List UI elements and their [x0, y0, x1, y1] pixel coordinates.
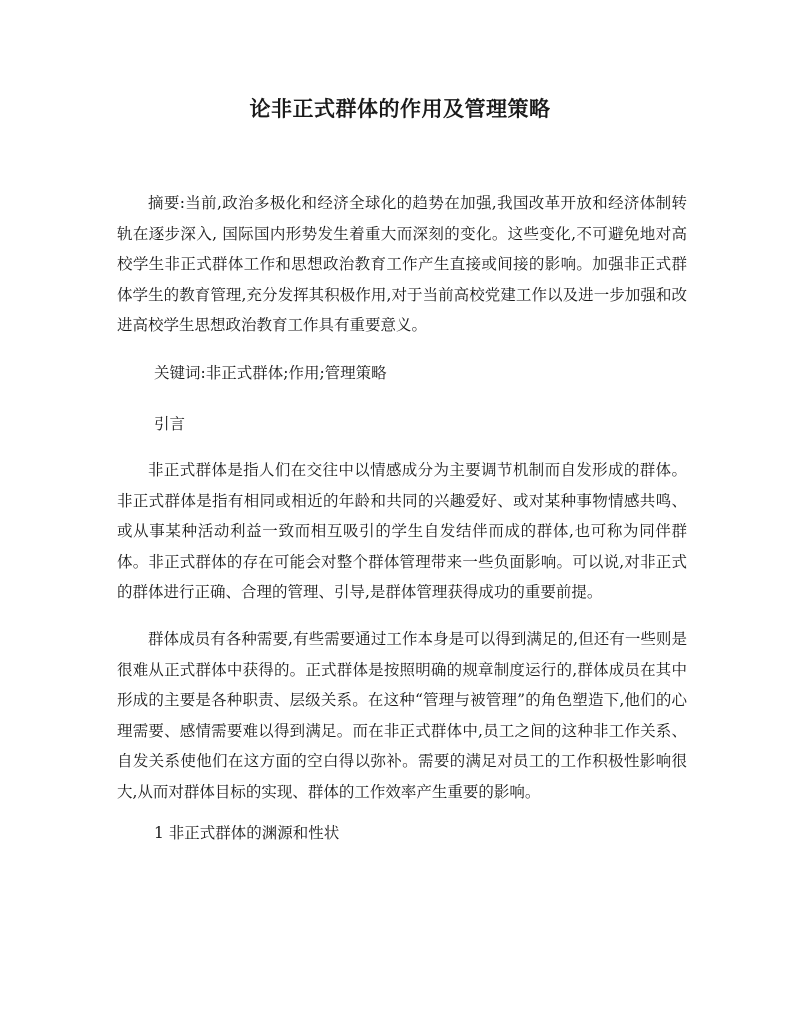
body-paragraph-2: 群体成员有各种需要,有些需要通过工作本身是可以得到满足的,但还有一些则是很难从正式群体中获得的。正式群体是按照明确的规章制度运行的,群体成员在其中形成的主要是各种职责、层级关系。在这种“管理与被管理”的角色塑造下,他们的心理需要、感情需要难以得到满足。而在非正式群体中,员工之间的这种非工作关系、自发关系使他们在这方面的空白得以弥补。需要的满足对员工的工作积极性影响很大,从而对群体目标的实现、群体的工作效率产生重要的影响。 — [117, 630, 687, 801]
abstract-paragraph: 摘要:当前,政治多极化和经济全球化的趋势在加强,我国改革开放和经济体制转轨在逐步深入, 国际国内形势发生着重大而深刻的变化。这些变化,不可避免地对高校学生非正式群体工作和思想政治教育工作产生直接或间接的影响。加强非正式群体学生的教育管理,充分发挥其积极作用,对于当前高校党建工作以及进一步加强和改进高校学生思想政治教育工作具有重要意义。 — [117, 194, 687, 334]
intro-heading: 引言 — [154, 415, 186, 433]
keywords-line: 关键词:非正式群体;作用;管理策略 — [154, 364, 387, 382]
document-title: 论非正式群体的作用及管理策略 — [249, 96, 551, 121]
body-paragraph-1: 非正式群体是指人们在交往中以情感成分为主要调节机制而自发形成的群体。非正式群体是指有相同或相近的年龄和共同的兴趣爱好、或对某种事物情感共鸣、或从事某种活动利益一致而相互吸引的学生自发结伴而成的群体,也可称为同伴群体。非正式群体的存在可能会对整个群体管理带来一些负面影响。可以说,对非正式的群体进行正确、合理的管理、引导,是群体管理获得成功的重要前提。 — [117, 461, 687, 601]
section-1-heading: 1 非正式群体的渊源和性状 — [154, 824, 340, 842]
